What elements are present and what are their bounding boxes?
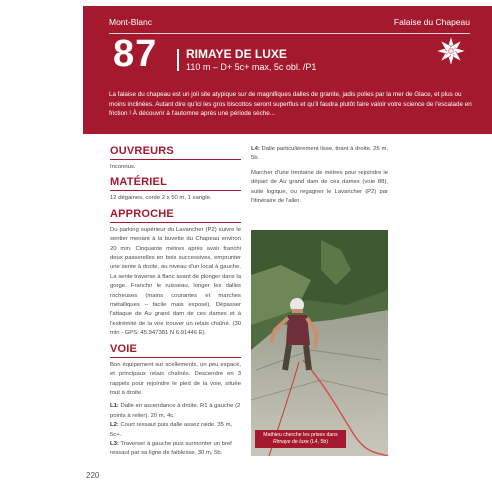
right-column — [251, 145, 388, 211]
retour-text: Marcher d'une trentaine de mètres pour rejoindre le départ de Au grand dam de ces dames (voie 88), suite logique, ou regagner le Lavancher (P2) par l'itinéraire de l'aller. — [251, 169, 388, 205]
materiel-text: 12 dégaines, corde 2 x 50 m, 1 sangle. — [110, 195, 212, 202]
caption-pitch: (L4, 5b) — [308, 439, 329, 445]
pitch-description: Traverser à gauche puis surmonter un bref ressaut par sa ligne de faiblesse, 30 m, 5b. — [110, 440, 232, 457]
climbing-scene-image — [251, 230, 388, 456]
pitch-description: Court ressaut puis dalle assez raide. 35 m, 5c+. — [110, 422, 233, 438]
pitch-l4-text — [251, 145, 388, 164]
voie-text: Bon équipement sur scellements, un peu espacé, et principaux relais chaînés. Descendre en 3 rappels pour rejoindre le pied de la voie, située tout à droite. — [110, 361, 241, 396]
pitch-description: Dalle en ascendance à droite. R1 à gauche (2 points à relier). 20 m, 4c. — [110, 403, 241, 419]
route-intro-text: La falaise du chapeau est un joli site atypique sur de magnifiques dalles de granite, jadis polies par la mer de Glace, et plus ou moins inclinées. Autant dire qu'ici les gros biscottos seront superflus et qu'il faudra plutôt faire valoir votre science de l'escalade en friction ! À découvrir à l'automne après une période sèche... — [109, 91, 472, 118]
section-title-approche: APPROCHE — [110, 208, 241, 223]
climber-photo — [251, 230, 388, 456]
route-number-separator — [177, 49, 179, 71]
pitch-item — [110, 402, 241, 421]
pitch-item — [110, 421, 241, 440]
route-header — [83, 6, 492, 134]
photo-caption — [255, 430, 346, 448]
pitch-item — [110, 440, 241, 459]
section-title-materiel: MATÉRIEL — [110, 176, 241, 191]
route-number: 87 — [113, 33, 158, 75]
header-divider — [109, 33, 470, 34]
approche-text: Du parking supérieur du Lavancher (P2) suivre le sentier menant à la buvette du Chapeau environ 20 min. Cinquante mètres après avoir franchi deux passerelles en bois successives, emprunter une sente à droite, au niveau d'un local à gauche. La sente traverse à flanc avant de plonger dans la gorge. Franchir le ruisseau, longer les dalles rocheuses (mains courantes et marches métalliques – facile mais exposé). Dépasser l'attaque de Au grand dam de ces dames et à l'extrémité de la vire trouver un relais chaîné. (30 min - GPS: 45.947381 N 6.91446 E). — [110, 226, 241, 337]
route-grade-info: 110 m – D+ 5c+ max, 5c obl. /P1 — [186, 62, 317, 72]
edelweiss-logo-icon — [435, 35, 467, 67]
pitch-description: Dalle particulièrement lisse, tirant à droite. 25 m, 5b. — [251, 146, 388, 162]
region-label: Mont-Blanc — [109, 17, 152, 27]
pitch-label: L3: — [110, 440, 119, 447]
section-title-voie: VOIE — [110, 343, 241, 358]
page-number: 220 — [86, 471, 100, 480]
left-column — [110, 145, 241, 459]
route-name: RIMAYE DE LUXE — [186, 47, 287, 61]
caption-text: Mathieu cherche les prises dans — [263, 432, 338, 438]
sector-label: Falaise du Chapeau — [393, 17, 470, 27]
pitch-list — [110, 402, 241, 458]
ouvreurs-text: Inconnus. — [110, 164, 136, 170]
section-title-ouvreurs: OUVREURS — [110, 145, 241, 160]
caption-route-name: Rimaye de luxe — [272, 439, 309, 445]
pitch-label: L1: — [110, 403, 119, 410]
pitch-label: L4: — [251, 146, 260, 152]
pitch-label: L2: — [110, 422, 119, 429]
